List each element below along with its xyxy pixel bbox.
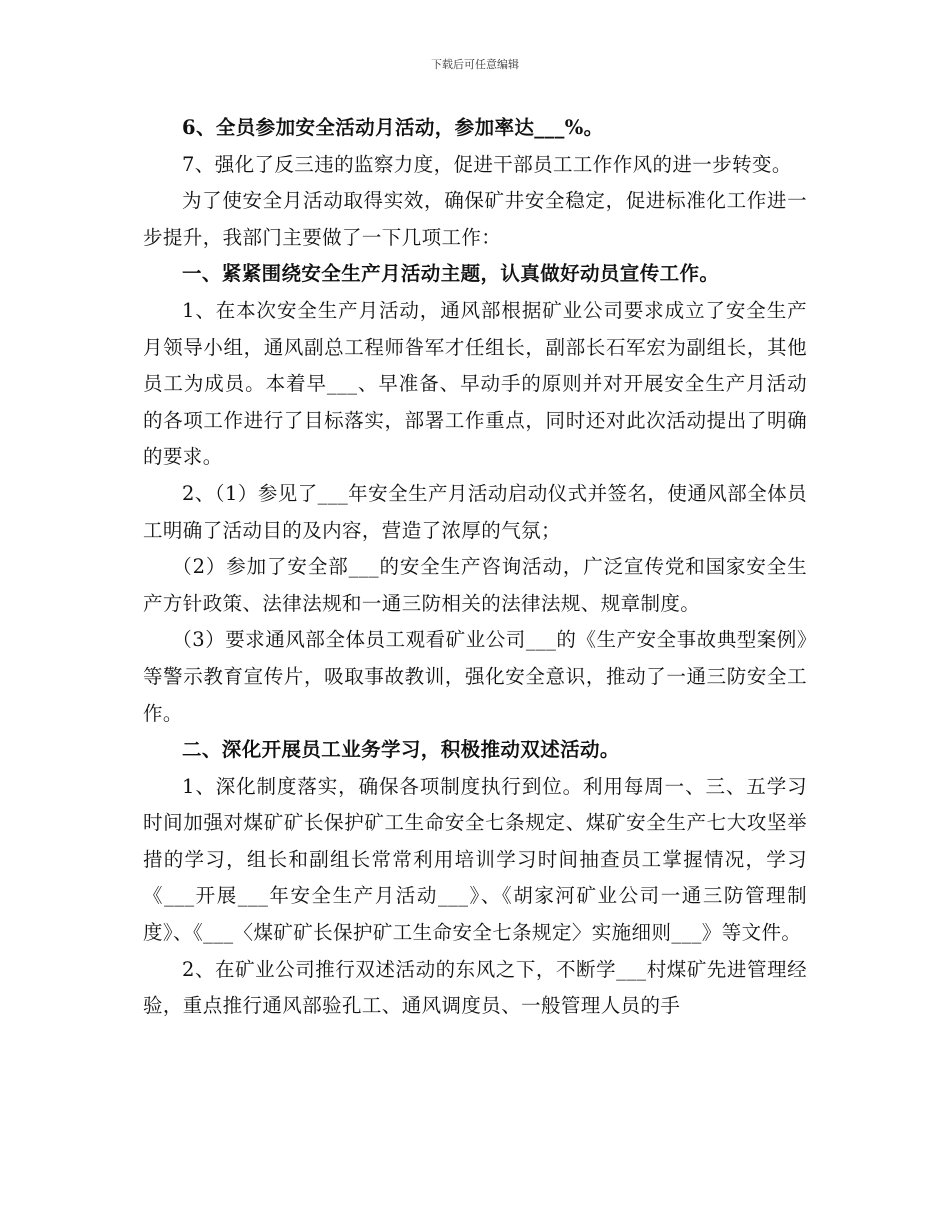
paragraph-item-7: 7、强化了反三违的监察力度，促进干部员工工作作风的进一步转变。 (182, 152, 792, 176)
section-heading-1: 一、紧紧围绕安全生产月活动主题，认真做好动员宣传工作。 (182, 262, 720, 286)
paragraph-1-1: 1、在本次安全生产月活动，通风部根据矿业公司要求成立了安全生产月领导小组，通风副总工程师昝军才任组长，副部长石军宏为副组长，其他员工为成员。本着早___、早准备、早动手的原则并对开展安全生产月活动的各项工作进行了目标落实，部署工作重点，同时还对此次活动提出了明确的要求。 (143, 298, 807, 469)
paragraph-2-2: 2、在矿业公司推行双述活动的东风之下，不断学___村煤矿先进管理经验，重点推行通风部验孔工、通风调度员、一般管理人员的手 (143, 957, 807, 1018)
paragraph-1-2: 2、（1）参见了___年安全生产月活动启动仪式并签名，使通风部全体员工明确了活动目的及内容，营造了浓厚的气氛； (143, 481, 807, 542)
section-heading-2: 二、深化开展员工业务学习，积极推动双述活动。 (182, 738, 620, 762)
document-body (143, 110, 807, 1025)
paragraph-item-6: 6、全员参加安全活动月活动，参加率达___%。 (182, 116, 604, 139)
paragraph-1-2-sub2: （2）参加了安全部___的安全生产咨询活动，广泛宣传党和国家安全生产方针政策、法律法规和一通三防相关的法律法规、规章制度。 (143, 555, 807, 615)
paragraph-1-2-sub3: （3）要求通风部全体员工观看矿业公司___的《生产安全事故典型案例》等警示教育宣传片，吸取事故教训，强化安全意识，推动了一通三防安全工作。 (143, 628, 807, 725)
paragraph-intro: 为了使安全月活动取得实效，确保矿井安全稳定，促进标准化工作进一步提升，我部门主要做了一下几项工作： (143, 189, 807, 249)
page-header: 下载后可任意编辑 (431, 58, 519, 71)
paragraph-2-1: 1、深化制度落实，确保各项制度执行到位。利用每周一、三、五学习时间加强对煤矿矿长保护矿工生命安全七条规定、煤矿安全生产七大攻坚举措的学习，组长和副组长常常利用培训学习时间抽查员工掌握情况，学习《___开展___年安全生产月活动___》、《胡家河矿业公司一通三防管理制度》、《___〈煤矿矿长保护矿工生命安全七条规定〉实施细则___》等文件。 (143, 774, 807, 945)
